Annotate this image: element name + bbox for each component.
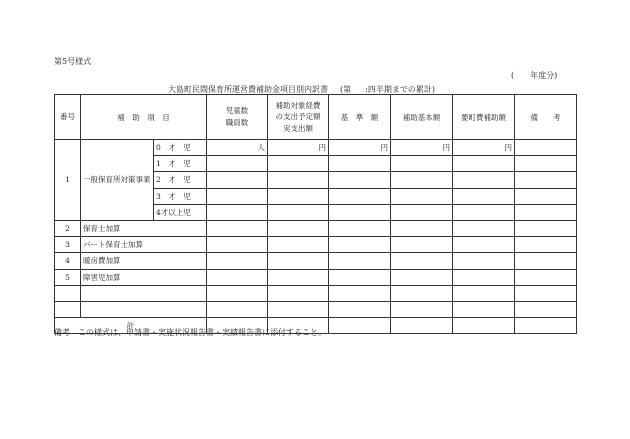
header-standard: 基 準 額 [329,95,391,140]
table-row [55,220,577,236]
standard-cell[interactable] [329,237,391,253]
basic-cell[interactable] [391,285,453,301]
standard-cell[interactable] [329,220,391,236]
header-required: 要町費補助額 [453,95,515,140]
footnote: 備考 この様式は、申請書・実施状況報告書・実績報告書に添付すること。 [54,328,326,337]
count-unit: 人 [207,140,268,156]
remarks-cell[interactable] [515,156,577,172]
group1-number: 1 [55,140,81,221]
target-cell[interactable] [268,237,329,253]
count-cell[interactable] [207,172,268,188]
required-cell[interactable] [453,285,515,301]
age-2-label: 2 才 児 [154,172,207,188]
table-row [55,253,577,269]
basic-cell[interactable] [391,156,453,172]
header-target-line1: 補助対象経費 [275,101,321,111]
item-number: 4 [55,253,81,269]
title-period-prefix: (第 [340,85,352,94]
breakdown-table [54,94,577,334]
standard-unit: 円 [329,140,391,156]
count-cell[interactable] [207,301,268,317]
basic-cell[interactable] [391,220,453,236]
required-cell[interactable] [453,156,515,172]
title-main: 大島町民間保育所運営費補助金項目別内訳書 [168,85,328,94]
fiscal-year-open: ( [511,71,515,80]
blank-cell[interactable] [55,301,81,317]
header-item: 補 助 項 目 [81,95,207,140]
remarks-cell[interactable] [515,318,577,334]
target-cell[interactable] [268,253,329,269]
count-cell[interactable] [207,269,268,285]
required-cell[interactable] [453,204,515,220]
required-cell[interactable] [453,220,515,236]
target-cell[interactable] [268,156,329,172]
standard-cell[interactable] [329,204,391,220]
table-row [55,269,577,285]
table-row [55,140,577,156]
header-target-line3: 実支出額 [283,123,313,133]
basic-cell[interactable] [391,301,453,317]
remarks-cell[interactable] [515,269,577,285]
required-cell[interactable] [453,253,515,269]
fiscal-year-label [511,70,557,81]
header-target-expense [268,95,329,140]
target-cell[interactable] [268,204,329,220]
item-number: 2 [55,220,81,236]
remarks-cell[interactable] [515,140,577,156]
table-row [55,301,577,317]
item-label: 保育士加算 [81,220,207,236]
target-unit: 円 [268,140,329,156]
basic-cell[interactable] [391,204,453,220]
remarks-cell[interactable] [515,253,577,269]
age-1-label: 1 才 児 [154,156,207,172]
header-remarks: 備 考 [515,95,577,140]
required-cell[interactable] [453,172,515,188]
remarks-cell[interactable] [515,285,577,301]
required-cell[interactable] [453,318,515,334]
standard-cell[interactable] [329,253,391,269]
header-count-line1: 児童数 [225,106,249,115]
standard-cell[interactable] [329,188,391,204]
standard-cell[interactable] [329,318,391,334]
standard-cell[interactable] [329,285,391,301]
required-cell[interactable] [453,269,515,285]
basic-cell[interactable] [391,237,453,253]
standard-cell[interactable] [329,301,391,317]
item-label: 障害児加算 [81,269,207,285]
age-4plus-label: 4才以上児 [154,204,207,220]
table-row [55,285,577,301]
count-cell[interactable] [207,220,268,236]
table-row [55,237,577,253]
required-cell[interactable] [453,301,515,317]
target-cell[interactable] [268,301,329,317]
blank-cell[interactable] [55,285,81,301]
basic-unit: 円 [391,140,453,156]
required-cell[interactable] [453,188,515,204]
required-cell[interactable] [453,237,515,253]
basic-cell[interactable] [391,318,453,334]
count-cell[interactable] [207,188,268,204]
group1-label: 一般保育所対策事業 [81,140,154,221]
target-cell[interactable] [268,172,329,188]
title-period-suffix: :四半期までの累計) [365,85,435,94]
required-unit: 円 [453,140,515,156]
header-target-line2: の支出予定額 [275,112,321,122]
target-cell[interactable] [268,188,329,204]
basic-cell[interactable] [391,188,453,204]
remarks-cell[interactable] [515,301,577,317]
blank-cell[interactable] [81,301,207,317]
age-0-label: 0 才 児 [154,140,207,156]
remarks-cell[interactable] [515,188,577,204]
remarks-cell[interactable] [515,204,577,220]
total-label: 計 [55,318,207,334]
header-count-line2: 職員数 [225,118,249,127]
fiscal-year-text: 年度分) [530,71,558,80]
header-basic: 補助基本額 [391,95,453,140]
count-cell[interactable] [207,156,268,172]
item-number: 5 [55,269,81,285]
basic-cell[interactable] [391,253,453,269]
item-number: 3 [55,237,81,253]
count-cell[interactable] [207,204,268,220]
remarks-cell[interactable] [515,220,577,236]
blank-cell[interactable] [81,285,207,301]
count-cell[interactable] [207,285,268,301]
standard-cell[interactable] [329,156,391,172]
basic-cell[interactable] [391,269,453,285]
count-cell[interactable] [207,237,268,253]
item-label: パート保育士加算 [81,237,207,253]
standard-cell[interactable] [329,269,391,285]
remarks-cell[interactable] [515,237,577,253]
target-cell[interactable] [268,269,329,285]
target-cell[interactable] [268,285,329,301]
basic-cell[interactable] [391,172,453,188]
header-count [207,95,268,140]
count-cell[interactable] [207,253,268,269]
age-3-label: 3 才 児 [154,188,207,204]
header-no: 番号 [55,95,81,140]
header-row [55,95,577,140]
standard-cell[interactable] [329,172,391,188]
target-cell[interactable] [268,220,329,236]
item-label: 暖房費加算 [81,253,207,269]
remarks-cell[interactable] [515,172,577,188]
form-number: 第5号様式 [54,57,92,66]
